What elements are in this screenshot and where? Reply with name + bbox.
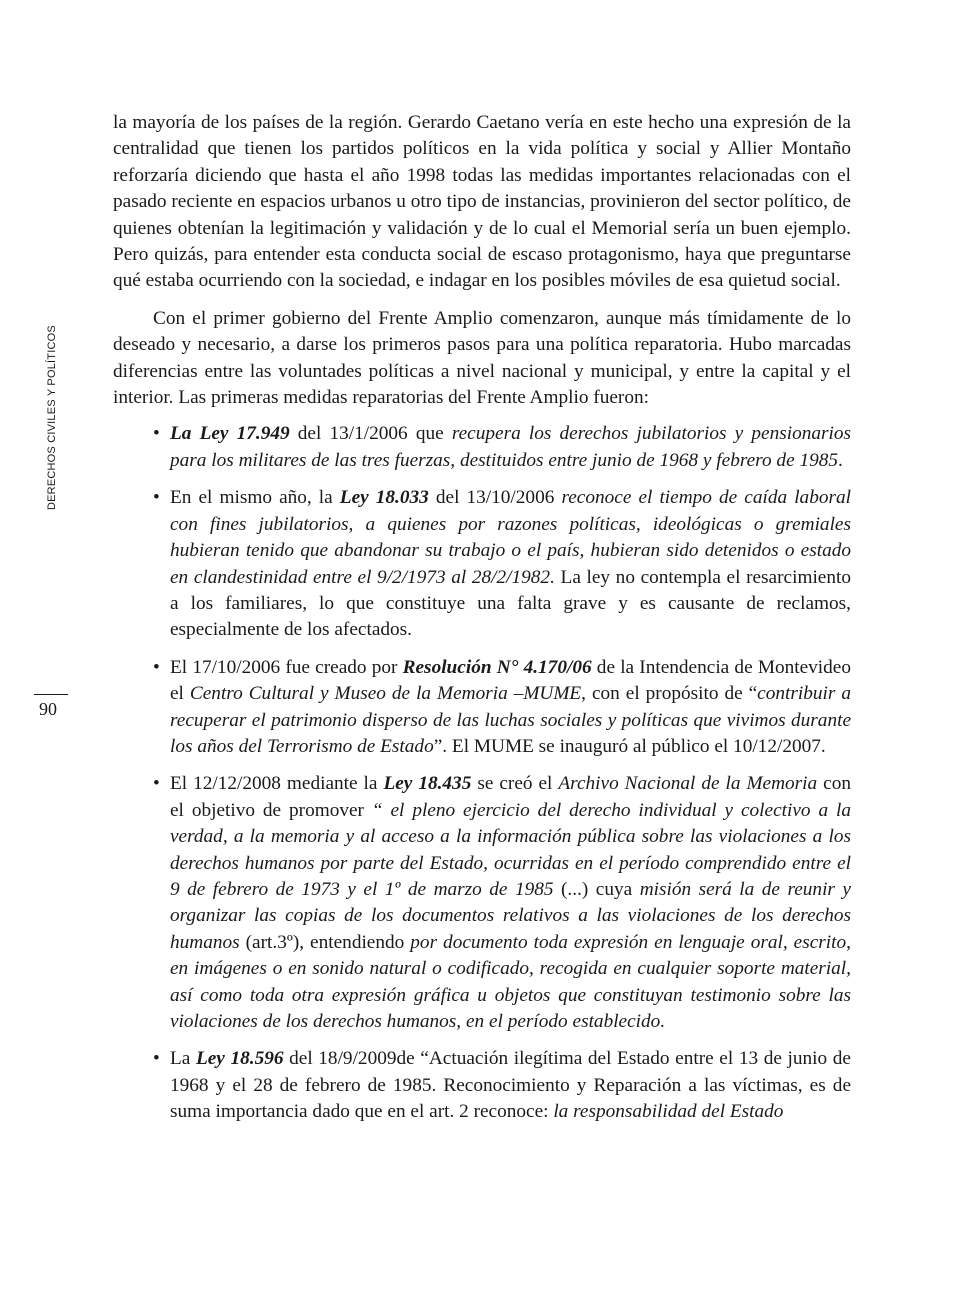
text-run: de la Intendencia de Montevideo el <box>170 656 851 705</box>
text-run: La <box>170 1048 196 1070</box>
measures-list <box>113 421 851 1125</box>
text-run: , con el propósito de “ <box>581 683 758 705</box>
bullet-marker: • <box>153 1048 160 1070</box>
paragraph-2: Con el primer gobierno del Frente Amplio comenzaron, aunque más tímidamente de lo deseado y necesario, a darse los primeros pasos para una política reparatoria. Hubo marcadas diferencias entre las voluntades políticas a nivel nacional y municipal, y entre la capital y el interior. Las primeras medidas reparatorias del Frente Amplio fueron: <box>113 307 851 409</box>
text-run: del 18/9/2009de “Actuación ilegítima del Estado entre el 13 de junio de 1968 y el 28 de febrero de 1985. Reconocimiento y Reparación a las víctimas, es de suma importancia dado que en el art. 2 reconoce: <box>170 1048 851 1123</box>
text-run: del 13/1/2006 que <box>289 423 452 445</box>
text-run: la responsabilidad del Estado <box>553 1101 784 1123</box>
text-run: . <box>838 449 843 471</box>
text-run: El 12/12/2008 mediante la <box>170 773 384 795</box>
text-run: Centro Cultural y Museo de la Memoria –MUME <box>189 683 582 705</box>
list-item <box>113 421 851 474</box>
text-run: contribuir a recuperar el patrimonio disperso de las luchas sociales y políticas que vivimos durante los años del Terrorismo de Estado <box>170 683 851 757</box>
text-run: “ el pleno ejercicio del derecho individual y colectivo a la verdad, a la memoria y al acceso a la información pública sobre las violaciones a los derechos humanos por parte del Estado, ocurridas en el período comprendido entre el 9 de febrero de 1973 y el 1º de marzo de 1985 <box>170 799 851 900</box>
text-run: por documento toda expresión en lenguaje oral, escrito, en imágenes o en sonido natural o codificado, recogida en cualquier soporte material, así como toda otra expresión gráfica u objetos que constituyan testimonio sobre las violaciones de los derechos humanos, en el período establecido. <box>170 931 851 1032</box>
text-run: En el mismo año, la <box>170 487 340 509</box>
page-number-rule <box>34 694 68 695</box>
text-run: Ley 18.596 <box>195 1048 284 1070</box>
text-run: Resolución N° 4.170/06 <box>402 656 592 678</box>
text-run: recupera los derechos jubilatorios y pensionarios para los militares de las tres fuerzas, destituidos entre junio de 1968 y febrero de 1985 <box>170 423 852 471</box>
text-run: ”. El MUME se inauguró al público el 10/12/2007. <box>433 735 826 757</box>
text-run: reconoce el tiempo de caída laboral con fines jubilatorios, a quienes por razones políticas, ideológicas o gremiales hubieran tenido que abandonar su trabajo o el país, hubieran sido detenidos o estado en clandestinidad entre el 9/2/1973 al 28/2/1982. <box>170 487 851 588</box>
bullet-marker: • <box>153 487 160 509</box>
text-run: La Ley 17.949 <box>170 423 290 445</box>
text-run: La ley no contempla el resarcimiento a los familiares, lo que constituye una falta grave y es causante de reclamos, especialmente de los afectados. <box>170 566 852 641</box>
list-item <box>113 1046 851 1125</box>
text-run: Ley 18.435 <box>383 773 472 795</box>
body-text <box>113 110 851 1137</box>
list-item <box>113 655 851 761</box>
text-run: Archivo Nacional de la Memoria <box>558 773 818 795</box>
text-run: (...) cuya <box>553 878 640 900</box>
bullet-marker: • <box>153 423 160 445</box>
bullet-marker: • <box>153 773 160 795</box>
page-number: 90 <box>39 699 57 719</box>
text-run: El 17/10/2006 fue creado por <box>170 656 403 678</box>
paragraph-1: la mayoría de los países de la región. Gerardo Caetano vería en este hecho una expresión de la centralidad que tienen los partidos políticos en la vida política y social y Allier Montaño reforzaría diciendo que hasta el año 1998 todas las medidas importantes relacionadas con el pasado reciente en espacios urbanos u otro tipo de instancias, provinieron del sector político, de quienes obtenían la legitimación y validación y de lo cual el Memorial sería un buen ejemplo. Pero quizás, para entender esta conducta social de escaso protagonismo, haya que preguntarse qué estaba ocurriendo con la sociedad, e indagar en los posibles móviles de esa quietud social. <box>113 112 851 292</box>
running-header-vertical: DERECHOS CIVILES Y POLÍTICOS <box>46 325 58 510</box>
text-run: se creó el <box>471 773 559 795</box>
text-run: con el objetivo de promover <box>170 773 851 821</box>
text-run: misión será la de reunir y organizar las copias de los documentos relativos a las violaciones de los derechos humanos <box>170 878 851 953</box>
list-item <box>113 485 851 643</box>
text-run: del 13/10/2006 <box>428 487 562 509</box>
list-item <box>113 771 851 1035</box>
text-run: Ley 18.033 <box>339 487 429 509</box>
bullet-marker: • <box>153 656 160 678</box>
text-run: (art.3º), entendiendo <box>239 931 411 953</box>
